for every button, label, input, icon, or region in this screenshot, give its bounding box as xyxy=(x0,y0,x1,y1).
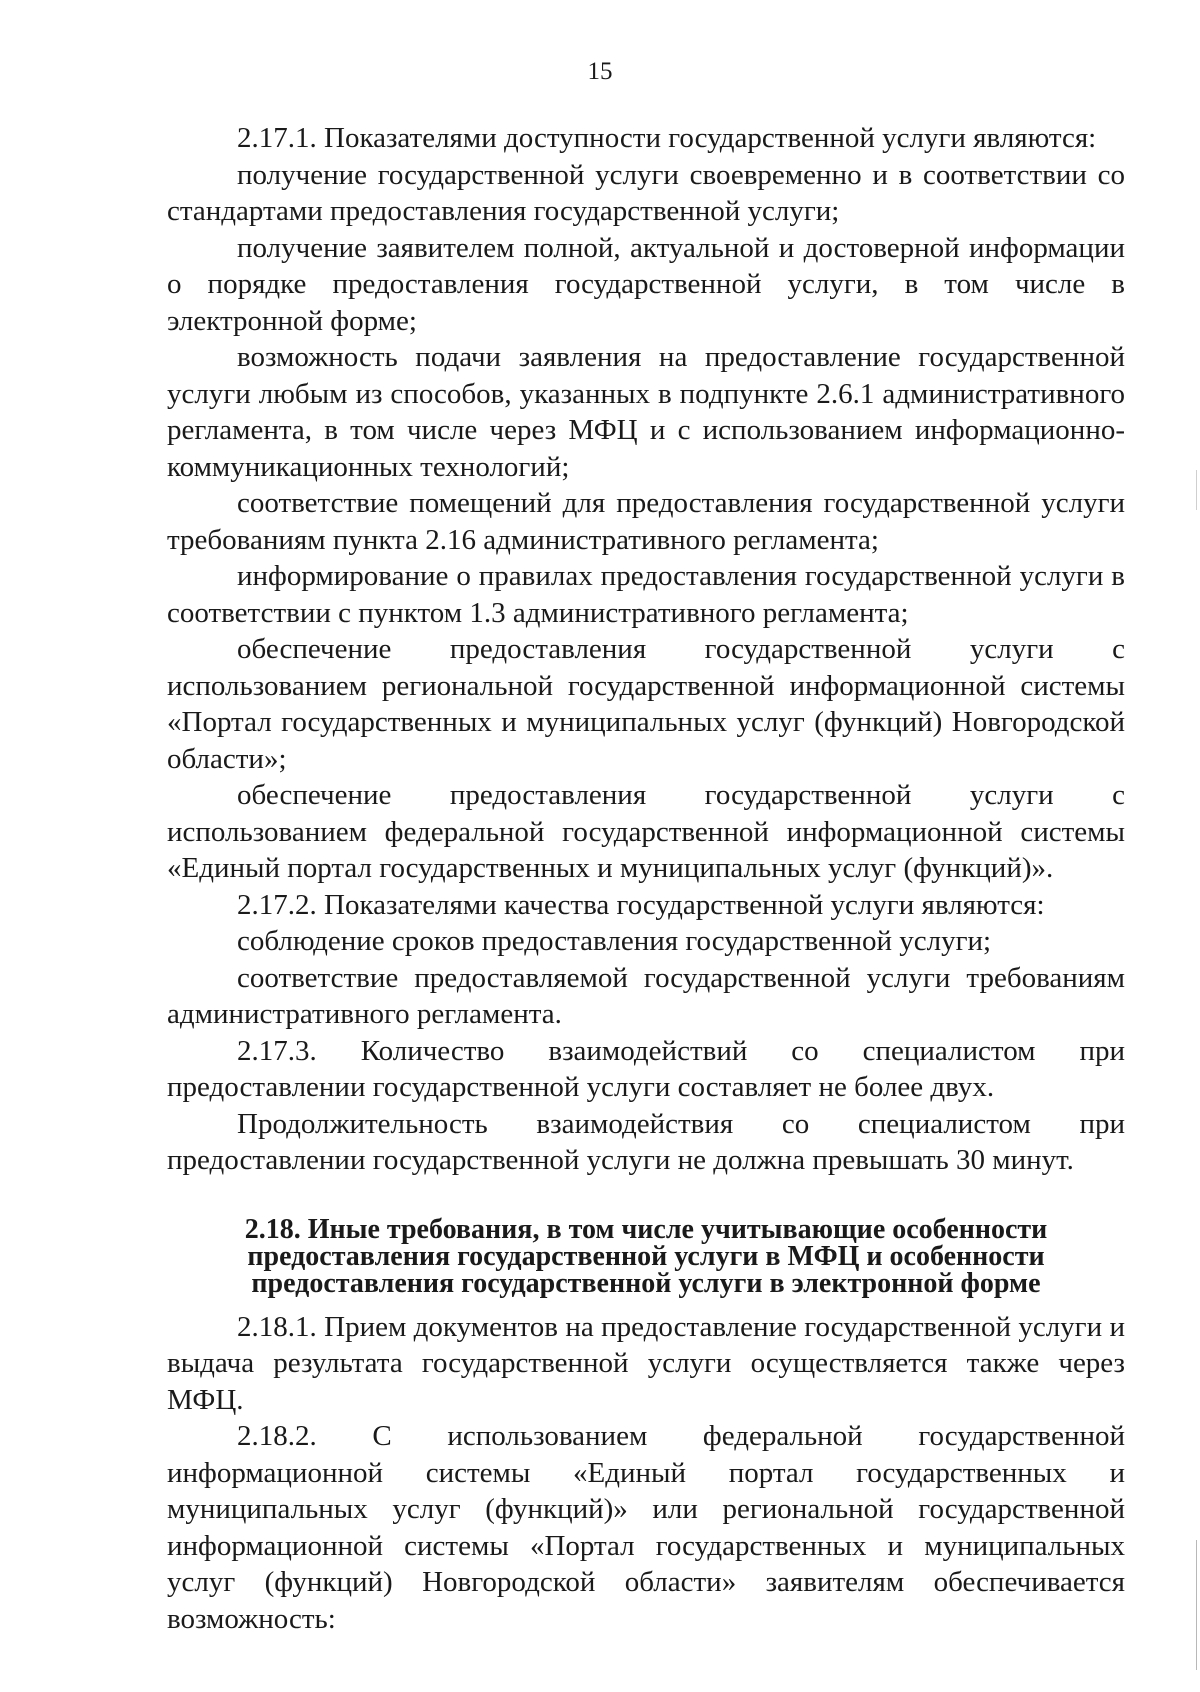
scan-edge-mark xyxy=(1196,1540,1197,1670)
paragraph-premises-compliance: соответствие помещений для предоставления государственной услуги требованиям пункта 2.16 административного регламента; xyxy=(167,487,1125,556)
paragraph-interaction-duration: Продолжительность взаимодействия со специалистом при предоставлении государственной услуги не должна превышать 30 минут. xyxy=(167,1107,1125,1176)
document-body xyxy=(167,120,1125,1637)
paragraph-informing-rules: информирование о правилах предоставления государственной услуги в соответствии с пунктом 1.3 административного регламента; xyxy=(167,560,1125,629)
section-heading-2-18: 2.18. Иные требования, в том числе учитывающие особенности предоставления государственной услуги в МФЦ и особенности предоставления государственной услуги в электронной форме xyxy=(244,1213,1048,1299)
paragraph-2-17-2: 2.17.2. Показателями качества государственной услуги являются: xyxy=(237,888,1045,921)
paragraph-regulation-compliance: соответствие предоставляемой государственной услуги требованиям административного регламента. xyxy=(167,961,1125,1030)
paragraph-2-17-3: 2.17.3. Количество взаимодействий со специалистом при предоставлении государственной услуги составляет не более двух. xyxy=(167,1034,1125,1103)
paragraph-2-18-1: 2.18.1. Прием документов на предоставление государственной услуги и выдача результата государственной услуги осуществляется также через МФЦ. xyxy=(167,1310,1125,1416)
paragraph-2-18-2: 2.18.2. С использованием федеральной государственной информационной системы «Единый портал государственных и муниципальных услуг (функций)» или региональной государственной информационной системы «Портал государственных и муниципальных услуг (функций) Новгородской области» заявителям обеспечивается возможность: xyxy=(167,1420,1125,1635)
paragraph-regional-portal: обеспечение предоставления государственной услуги с использованием региональной государственной информационной системы «Портал государственных и муниципальных услуг (функций) Новгородской области»; xyxy=(167,633,1125,775)
paragraph-2-17-1: 2.17.1. Показателями доступности государственной услуги являются: xyxy=(237,122,1097,154)
scan-edge-mark xyxy=(1196,470,1197,510)
paragraph-full-information: получение заявителем полной, актуальной и достоверной информации о порядке предоставления государственной услуги, в том числе в электронной форме; xyxy=(167,231,1125,337)
paragraph-federal-portal: обеспечение предоставления государственной услуги с использованием федеральной государственной информационной системы «Единый портал государственных и муниципальных услуг (функций)». xyxy=(167,779,1125,884)
paragraph-deadlines: соблюдение сроков предоставления государственной услуги; xyxy=(237,925,992,957)
page-number: 15 xyxy=(587,58,613,85)
paragraph-application-methods: возможность подачи заявления на предоставление государственной услуги любым из способов, указанных в подпункте 2.6.1 административного регламента, в том числе через МФЦ и с использованием информационно-коммуникационных технологий; xyxy=(167,341,1125,483)
paragraph-timely-service: получение государственной услуги своевременно и в соответствии со стандартами предоставления государственной услуги; xyxy=(167,158,1125,227)
